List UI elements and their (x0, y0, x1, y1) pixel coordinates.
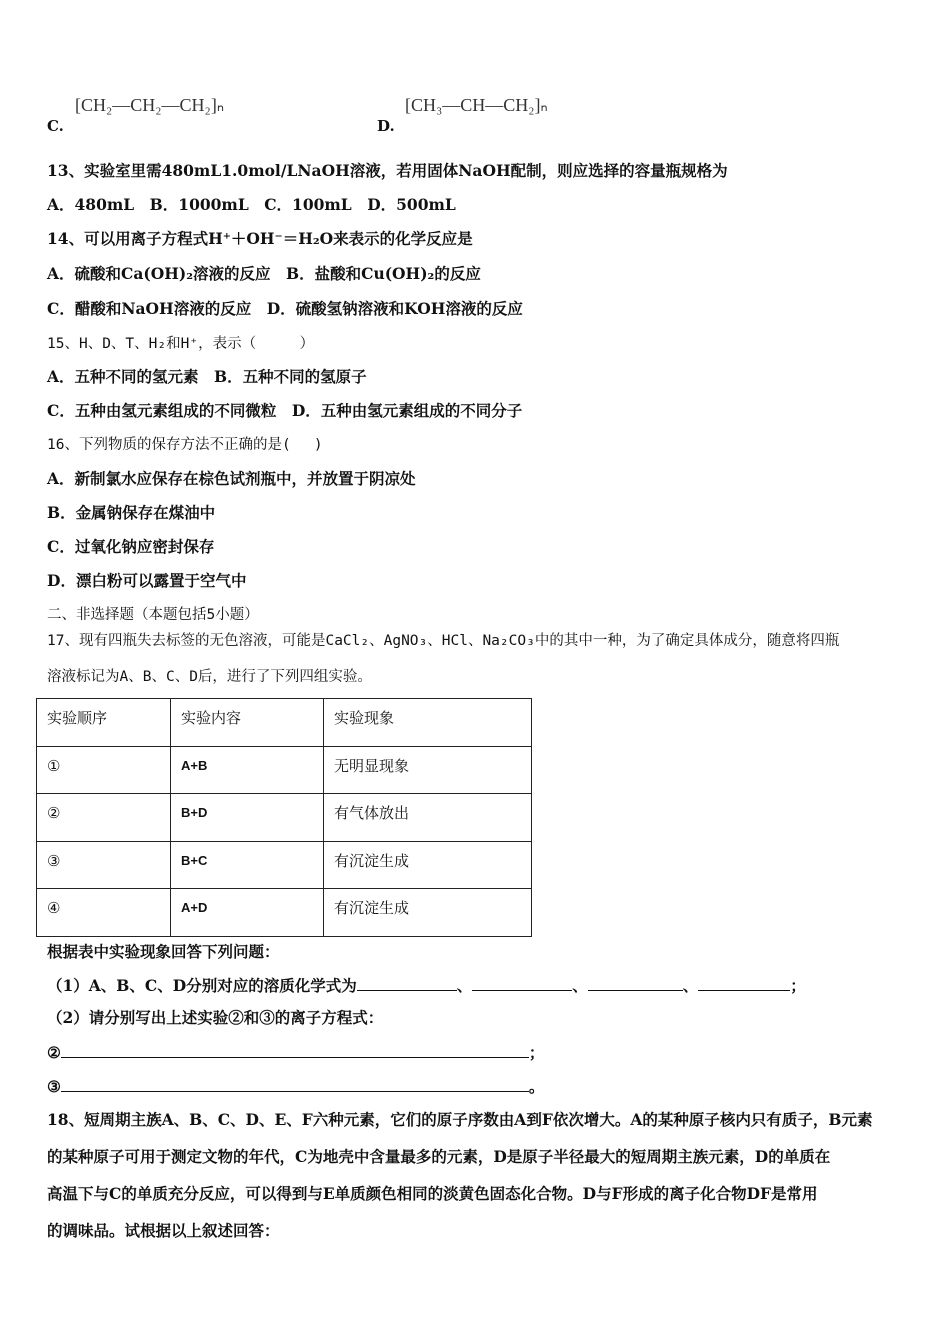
q18-line: 高温下与C的单质充分反应，可以得到与E单质颜色相同的淡黄色固态化合物。D与F形成的离子化合物DF是常用 (47, 1184, 818, 1203)
q16-option: A．新制氯水应保存在棕色试剂瓶中，并放置于阴凉处 (47, 469, 416, 488)
table-cell: 有气体放出 (324, 794, 532, 842)
q17-eq3 (47, 1076, 544, 1097)
q14-options-cd: C．醋酸和NaOH溶液的反应 D．硫酸氢钠溶液和KOH溶液的反应 (47, 299, 523, 318)
table-cell: A+D (171, 889, 324, 937)
q17-stem-line1: 17、现有四瓶失去标签的无色溶液，可能是CaCl₂、AgNO₃、HCl、Na₂CO₃中的其中一种，为了确定具体成分，随意将四瓶 (47, 633, 840, 649)
table-header: 实验现象 (324, 699, 532, 747)
answer-blank[interactable] (588, 975, 683, 991)
q18-line: 的调味品。试根据以上叙述回答： (47, 1221, 280, 1240)
section-title: 二、非选择题（本题包括5小题） (47, 607, 259, 623)
table-cell: 有沉淀生成 (324, 889, 532, 937)
q18-line: 18、短周期主族A、B、C、D、E、F六种元素，它们的原子序数由A到F依次增大。A的某种原子核内只有质子，B元素 (47, 1110, 873, 1129)
q16-option: C．过氧化钠应密封保存 (47, 537, 215, 556)
separator: 、 (682, 976, 699, 995)
q17-sub1-text: （1）A、B、C、D分别对应的溶质化学式为 (47, 976, 357, 995)
q17-eq2 (47, 1042, 544, 1063)
q16-option: D．漂白粉可以露置于空气中 (47, 571, 247, 590)
q12-option-c-formula: [CH₂—CH₂—CH₂]ₙ (75, 95, 225, 115)
q16-stem: 16、下列物质的保存方法不正确的是( ) (47, 437, 323, 453)
table-cell: ④ (37, 889, 171, 937)
table-cell: ① (37, 746, 171, 794)
table-row (37, 841, 532, 889)
q16-option: B．金属钠保存在煤油中 (47, 503, 216, 522)
q17-sub2: （2）请分别写出上述实验②和③的离子方程式： (47, 1008, 384, 1027)
eq-label: ③ (47, 1077, 61, 1096)
answer-blank[interactable] (698, 975, 790, 991)
table-row (37, 746, 532, 794)
table-header: 实验顺序 (37, 699, 171, 747)
table-cell: ③ (37, 841, 171, 889)
table-cell: 无明显现象 (324, 746, 532, 794)
q12-option-c-label: C. (47, 117, 64, 135)
table-cell: B+C (171, 841, 324, 889)
q13-options: A．480mL B．1000mL C．100mL D．500mL (47, 195, 456, 214)
eq-label: ② (47, 1043, 61, 1062)
terminator: 。 (528, 1077, 545, 1096)
table-row (37, 889, 532, 937)
q14-options-ab: A．硫酸和Ca(OH)₂溶液的反应 B．盐酸和Cu(OH)₂的反应 (47, 264, 481, 283)
answer-blank[interactable] (61, 1042, 529, 1058)
table-cell: ② (37, 794, 171, 842)
q17-stem-line2: 溶液标记为A、B、C、D后，进行了下列四组实验。 (47, 669, 372, 685)
experiment-table (36, 698, 532, 937)
q15-stem: 15、H、D、T、H₂和H⁺，表示（ ） (47, 336, 315, 352)
q17-after-table: 根据表中实验现象回答下列问题： (47, 942, 280, 961)
q15-options-ab: A．五种不同的氢元素 B．五种不同的氢原子 (47, 367, 367, 386)
separator: 、 (456, 976, 473, 995)
terminator: ； (528, 1043, 545, 1062)
table-row (37, 794, 532, 842)
table-header: 实验内容 (171, 699, 324, 747)
answer-blank[interactable] (61, 1076, 529, 1092)
terminator: ； (790, 976, 806, 995)
answer-blank[interactable] (472, 975, 572, 991)
q12-option-d-label: D. (377, 117, 395, 135)
q15-options-cd: C．五种由氢元素组成的不同微粒 D．五种由氢元素组成的不同分子 (47, 401, 523, 420)
q17-sub1 (47, 975, 806, 996)
table-header-row (37, 699, 532, 747)
q14-stem: 14、可以用离子方程式H⁺＋OH⁻＝H₂O来表示的化学反应是 (47, 229, 473, 248)
separator: 、 (572, 976, 588, 995)
table-cell: B+D (171, 794, 324, 842)
q12-option-d-formula: [CH₃—CH—CH₂]ₙ (405, 95, 548, 115)
table-cell: A+B (171, 746, 324, 794)
q13-stem: 13、实验室里需480mL1.0mol/LNaOH溶液，若用固体NaOH配制，则应选择的容量瓶规格为 (47, 161, 728, 180)
table-cell: 有沉淀生成 (324, 841, 532, 889)
answer-blank[interactable] (357, 975, 457, 991)
q18-line: 的某种原子可用于测定文物的年代，C为地壳中含量最多的元素，D是原子半径最大的短周期主族元素，D的单质在 (47, 1147, 831, 1166)
